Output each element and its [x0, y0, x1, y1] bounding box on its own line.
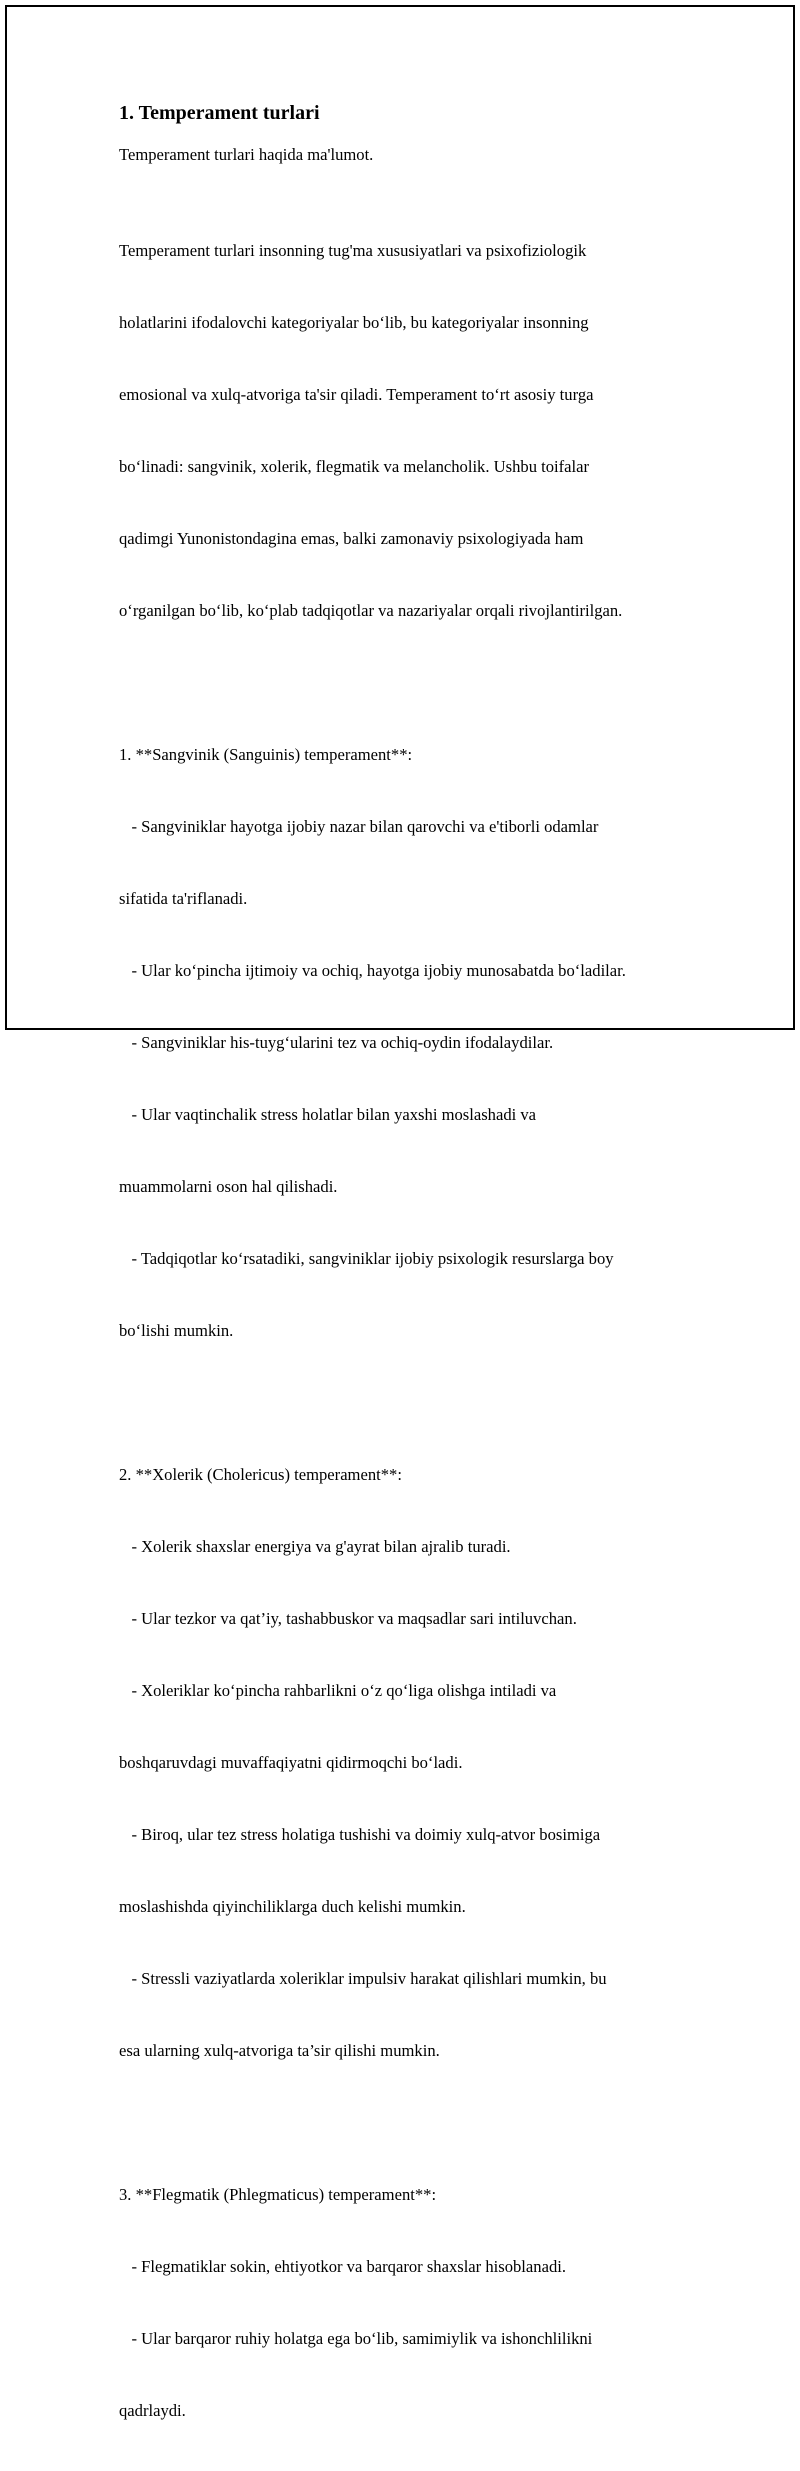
section-line: boshqaruvdagi muvaffaqiyatni qidirmoqchi bo‘ladi. [119, 1753, 463, 1772]
section-line: moslashishda qiyinchiliklarga duch kelishi mumkin. [119, 1897, 466, 1916]
section-line: - Sangviniklar hayotga ijobiy nazar bilan qarovchi va e'tiborli odamlar [119, 817, 599, 836]
section-line: - Stressli vaziyatlarda xoleriklar impulsiv harakat qilishlari mumkin, bu [119, 1969, 607, 1988]
section-flegmatik [119, 2135, 709, 2471]
page-frame [5, 5, 795, 2420]
overview-paragraph [119, 191, 709, 671]
overview-line: bo‘linadi: sangvinik, xolerik, flegmatik va melancholik. Ushbu toifalar [119, 457, 590, 476]
overview-line: o‘rganilgan bo‘lib, ko‘plab tadqiqotlar va nazariyalar orqali rivojlantirilgan. [119, 601, 623, 620]
section-line: bo‘lishi mumkin. [119, 1321, 234, 1340]
section-heading: 1. **Sangvinik (Sanguinis) temperament**: [119, 745, 413, 764]
section-line: - Ular vaqtinchalik stress holatlar bilan yaxshi moslashadi va [119, 1105, 537, 1124]
section-line: qadrlaydi. [119, 2401, 186, 2420]
overview-line: holatlarini ifodalovchi kategoriyalar bo‘lib, bu kategoriyalar insonning [119, 313, 589, 332]
section-line: - Xolerik shaxslar energiya va g'ayrat bilan ajralib turadi. [119, 1537, 511, 1556]
section-line: - Tadqiqotlar ko‘rsatadiki, sangviniklar ijobiy psixologik resurslarga boy [119, 1249, 614, 1268]
section-line: - Ular barqaror ruhiy holatga ega bo‘lib, samimiylik va ishonchlilikni [119, 2329, 593, 2348]
section-line: - Ular ko‘pincha ijtimoiy va ochiq, hayotga ijobiy munosabatda bo‘ladilar. [119, 961, 626, 980]
section-line: - Flegmatiklar sokin, ehtiyotkor va barqaror shaxslar hisoblanadi. [119, 2257, 567, 2276]
section-heading: 2. **Xolerik (Cholericus) temperament**: [119, 1465, 402, 1484]
section-line: - Ular tezkor va qat’iy, tashabbuskor va maqsadlar sari intiluvchan. [119, 1609, 577, 1628]
section-line: sifatida ta'riflanadi. [119, 889, 248, 908]
document-content [119, 99, 709, 2471]
overview-line: emosional va xulq-atvoriga ta'sir qiladi. Temperament to‘rt asosiy turga [119, 385, 594, 404]
section-line: - Xoleriklar ko‘pincha rahbarlikni o‘z qo‘liga olishga intiladi va [119, 1681, 557, 1700]
section-line: muammolarni oson hal qilishadi. [119, 1177, 338, 1196]
overview-line: Temperament turlari insonning tug'ma xususiyatlari va psixofiziologik [119, 241, 587, 260]
overview-line: qadimgi Yunonistondagina emas, balki zamonaviy psixologiyada ham [119, 529, 584, 548]
document-title: 1. Temperament turlari [119, 102, 320, 124]
section-xolerik [119, 1415, 709, 2111]
section-line: - Sangviniklar his-tuyg‘ularini tez va ochiq-oydin ifodalaydilar. [119, 1033, 554, 1052]
section-line: - Biroq, ular tez stress holatiga tushishi va doimiy xulq-atvor bosimiga [119, 1825, 601, 1844]
intro-paragraph: Temperament turlari haqida ma'lumot. [119, 145, 374, 164]
section-heading: 3. **Flegmatik (Phlegmaticus) temperament**: [119, 2185, 437, 2204]
section-sangvinik [119, 695, 709, 1391]
section-line: esa ularning xulq-atvoriga ta’sir qilishi mumkin. [119, 2041, 440, 2060]
